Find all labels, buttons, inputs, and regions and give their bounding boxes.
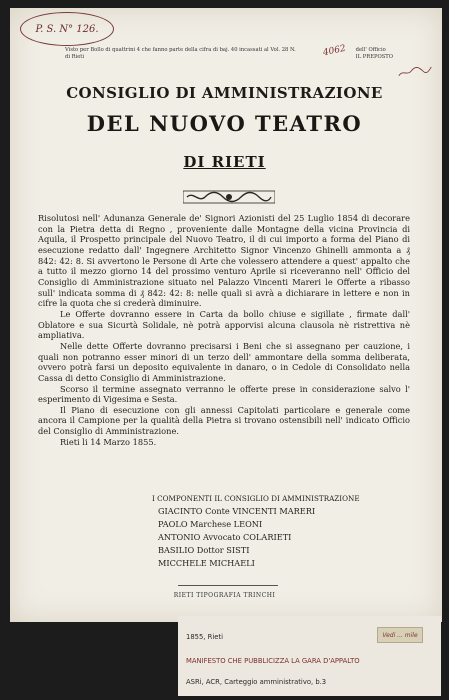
committee-signatures	[152, 492, 362, 570]
heading-council: CONSIGLIO DI AMMINISTRAZIONE	[66, 84, 383, 102]
stamp-office: dell' Officio IL PREPOSTO	[355, 47, 393, 60]
archive-caption	[178, 616, 441, 696]
decorative-ornament	[183, 188, 275, 206]
stamp-note-line-1: Visto per Bollo di quattrini 4 che fanno parte della cifra di baj. 40 incassati al Vol. 28 N.	[65, 47, 296, 53]
divider	[178, 585, 278, 586]
printer-imprint: RIETI TIPOGRAFIA TRINCHI	[173, 592, 276, 599]
heading-city: DI RIETI	[183, 153, 266, 171]
paragraph-1: Risolutosi nell' Adunanza Generale de' Signori Azionisti del 25 Luglio 1854 di decorare con la Pietra detta di Regno , proveniente dalle Montagne della vicina Provincia di Aquila, il Prospetto principale del Nuovo Teatro, il di cui importo a forma del Piano di esecuzione redatto dall' Ingegnere Architetto Signor Vincenzo Ghinelli ammonta a ₰ 842: 42: 8. Si avvertono le Persone di Arte che volessero attendere a quest' appalto che a tutto il mezzo giorno 14 del prossimo venturo Aprile si riceveranno nell' Officio del Consiglio di Amministrazione situato nel Palazzo Vincenti Mareri le Offerte a ribasso sull' indicata somma di ₰ 842: 42: 8: nelle quali si avrà a dichiarare in lettere e non in cifre la quota che si crederà diminuire.	[38, 213, 410, 309]
date-line: Rieti li 14 Marzo 1855.	[60, 436, 157, 447]
caption-archive-reference: ASRi, ACR, Carteggio amministrativo, b.3	[186, 678, 327, 686]
member-name: BASILIO Dottor SISTI	[158, 545, 250, 555]
paragraph-4: Scorso il termine assegnato verranno le offerte prese in considerazione salvo l' esperimento di Vigesima e Sesta.	[38, 383, 410, 405]
member-name: MICCHELE MICHAELI	[158, 558, 255, 568]
member-name: ANTONIO Avvocato COLARIETI	[158, 532, 292, 542]
heading-theatre: DEL NUOVO TEATRO	[86, 111, 363, 136]
paragraph-2: Le Offerte dovranno essere in Carta da bollo chiuse e sigillate , firmate dall' Oblatore e sua Sicurtà Solidale, nè potrà apporvisi alcuna clausola nè ristrettiva nè ampliativa.	[38, 308, 410, 341]
stamp-number: 4062	[322, 43, 347, 59]
caption-tag: Vedi ... mile	[377, 627, 423, 643]
member-name: GIACINTO Conte VINCENTI MARERI	[158, 506, 316, 516]
paragraph-3: Nelle dette Offerte dovranno precisarsi i Beni che si assegnano per cauzione, i quali non potranno esser minori di un terzo dell' ammontare della somma deliberata, ovvero potrà farsi un deposito equivalente in danaro, o in Cedole di Consolidato nella Cassa di detto Consiglio di Amministrazione.	[38, 340, 410, 383]
member-name: PAOLO Marchese LEONI	[158, 519, 263, 529]
committee-heading: I COMPONENTI IL CONSIGLIO DI AMMINISTRAZIONE	[152, 494, 360, 503]
manifesto-sheet	[10, 8, 442, 622]
stamp-note-line-2: di Rieti	[65, 53, 85, 60]
caption-description: MANIFESTO CHE PUBBLICIZZA LA GARA D'APPALTO	[186, 657, 360, 665]
manuscript-number: P. S. N° 126.	[20, 12, 114, 46]
paragraph-5: Il Piano di esecuzione con gli annessi Capitolati particolare e generale come ancora il Campione per la qualità della Pietra si trovano ostensibili nell' indicato Officio del Consiglio di Amministrazione.	[38, 404, 410, 437]
manifesto-body	[38, 213, 410, 447]
caption-date: 1855, Rieti	[186, 633, 223, 641]
handwritten-signature	[394, 63, 435, 78]
